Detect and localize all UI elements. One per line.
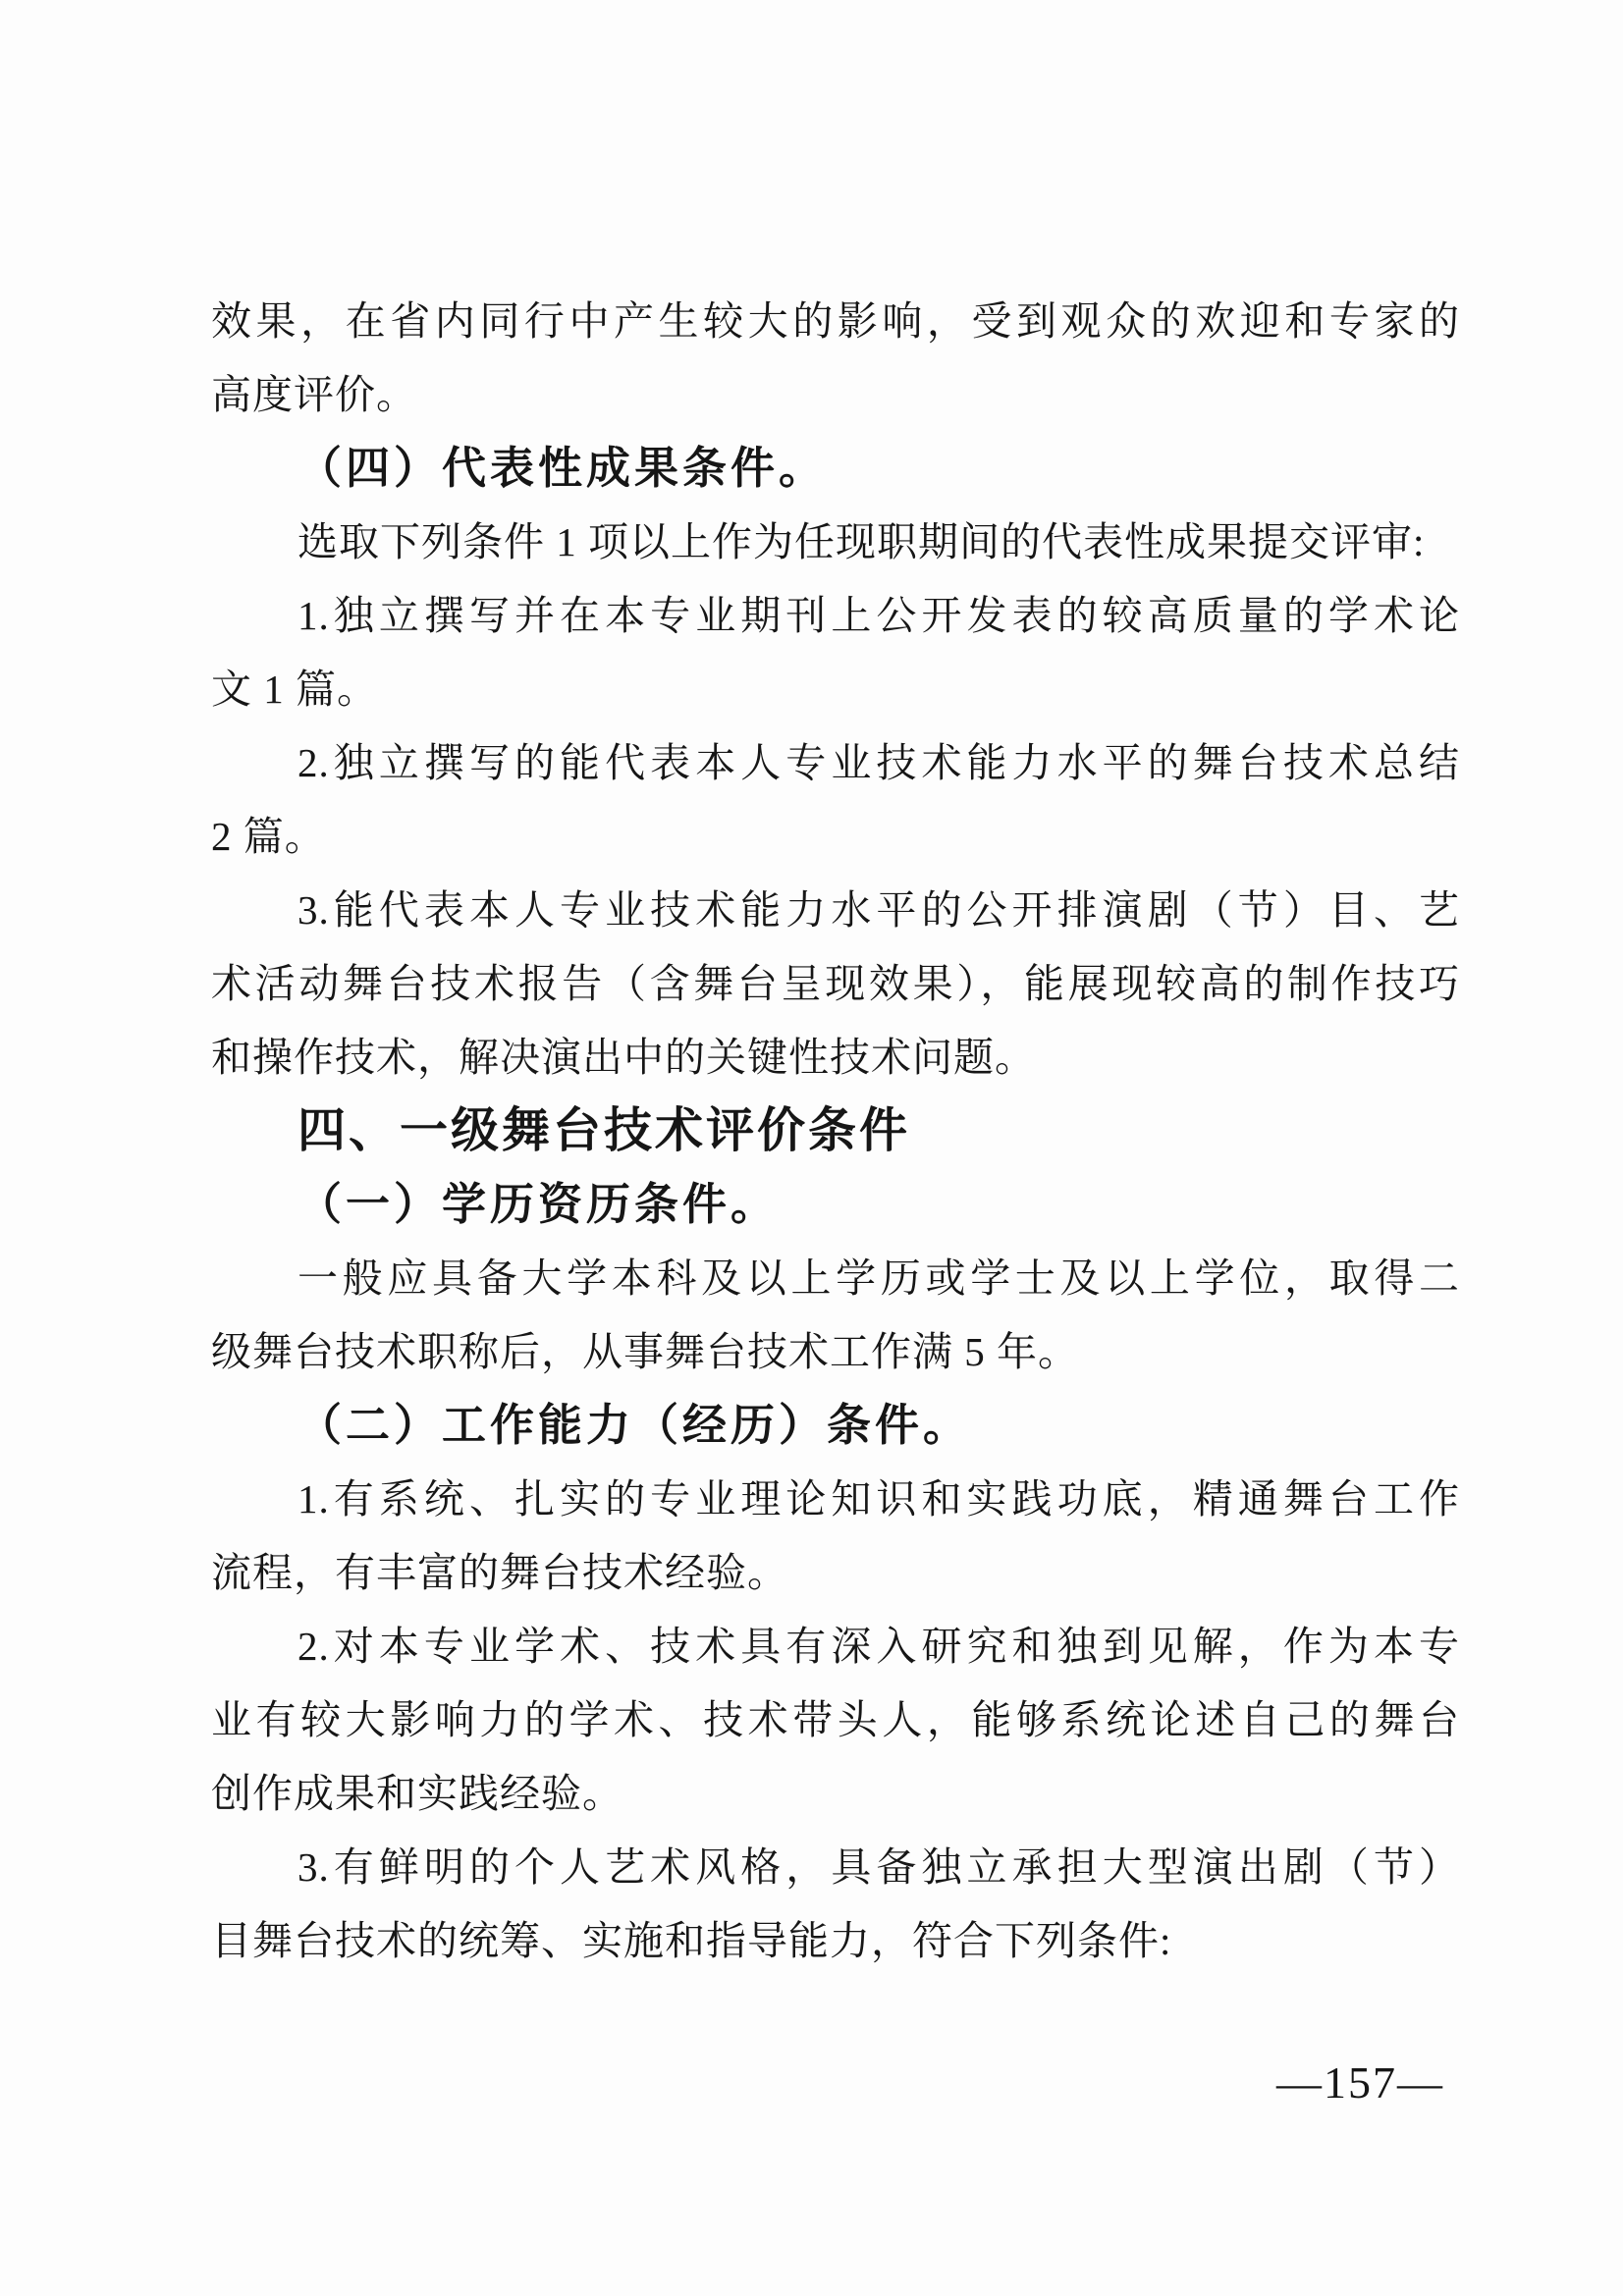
text-line: 业有较大影响力的学术、技术带头人，能够系统论述自己的舞台 [211, 1697, 1460, 1742]
text-line: 创作成果和实践经验。 [211, 1771, 623, 1816]
text-line: 级舞台技术职称后，从事舞台技术工作满 5 年。 [211, 1329, 1079, 1374]
text-line: 文 1 篇。 [211, 667, 378, 712]
text-line: 目舞台技术的统筹、实施和指导能力，符合下列条件: [211, 1918, 1172, 1963]
subsection-heading: （二）工作能力（经历）条件。 [298, 1401, 972, 1450]
text-line: 2.独立撰写的能代表本人专业技术能力水平的舞台技术总结 [298, 740, 1460, 785]
page-number: —157— [1276, 2057, 1444, 2108]
text-line: 3.有鲜明的个人艺术风格，具备独立承担大型演出剧（节） [298, 1844, 1460, 1890]
text-line: 一般应具备大学本科及以上学历或学士及以上学位，取得二 [298, 1255, 1460, 1301]
document-body [211, 285, 1460, 1978]
text-line: 效果，在省内同行中产生较大的影响，受到观众的欢迎和专家的 [211, 298, 1460, 344]
text-line: 术活动舞台技术报告（含舞台呈现效果），能展现较高的制作技巧 [211, 961, 1460, 1006]
subsection-heading: （四）代表性成果条件。 [298, 444, 828, 493]
text-line: 流程，有丰富的舞台技术经验。 [211, 1550, 788, 1595]
text-line: 3.能代表本人专业技术能力水平的公开排演剧（节）目、艺 [298, 887, 1460, 933]
section-heading: 四、一级舞台技术评价条件 [298, 1104, 911, 1157]
text-line: 1.独立撰写并在本专业期刊上公开发表的较高质量的学术论 [298, 593, 1460, 638]
text-line: 高度评价。 [211, 372, 417, 417]
text-line: 和操作技术，解决演出中的关键性技术问题。 [211, 1035, 1036, 1080]
text-line: 1.有系统、扎实的专业理论知识和实践功底，精通舞台工作 [298, 1476, 1460, 1522]
text-line: 2.对本专业学术、技术具有深入研究和独到见解，作为本专 [298, 1624, 1460, 1669]
text-line: 选取下列条件 1 项以上作为任现职期间的代表性成果提交评审: [298, 519, 1426, 564]
subsection-heading: （一）学历资历条件。 [298, 1180, 780, 1229]
text-line: 2 篇。 [211, 814, 326, 859]
